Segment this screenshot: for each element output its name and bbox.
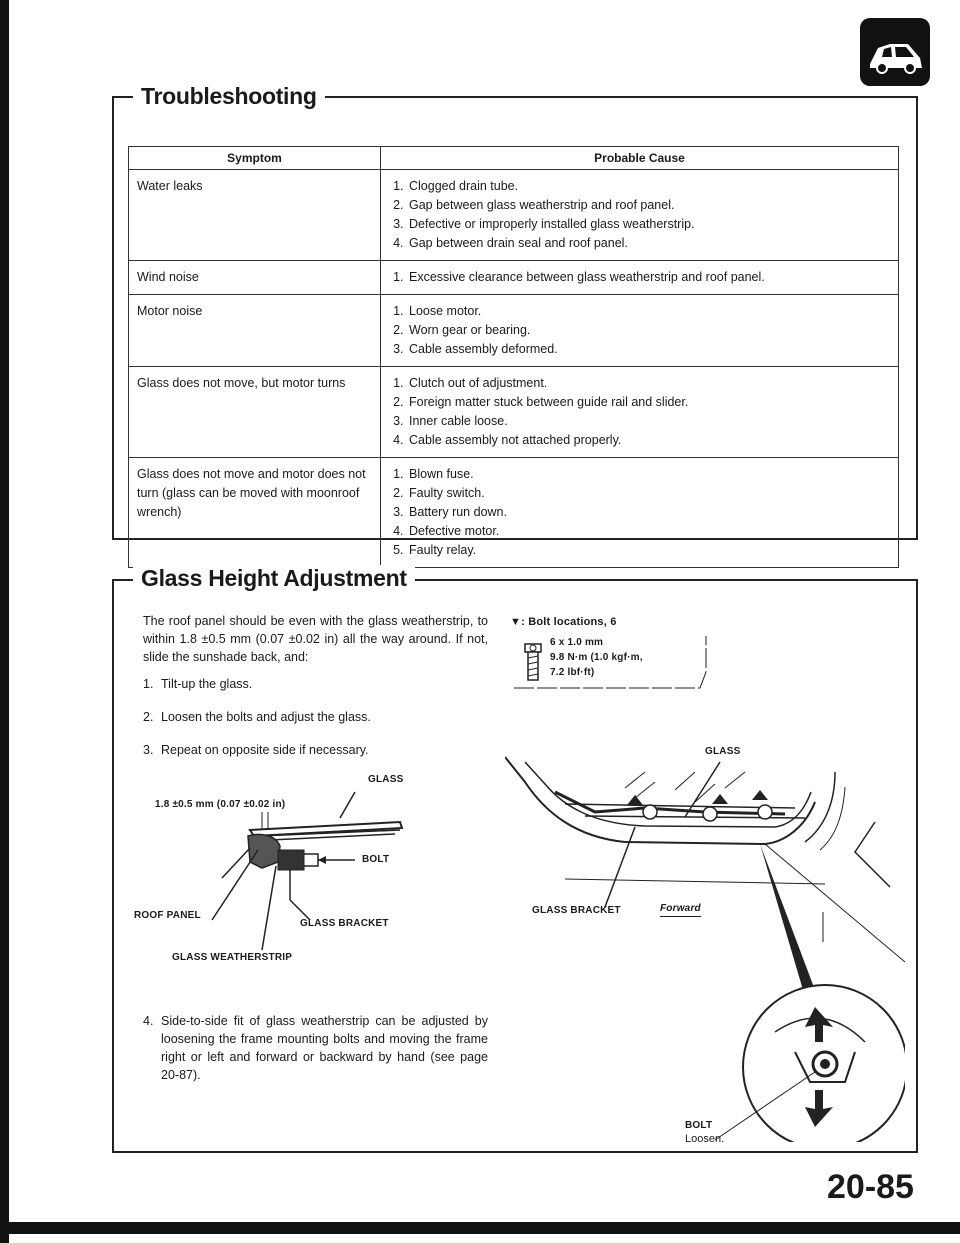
cause-item: 4. Defective motor. bbox=[407, 522, 890, 541]
symptom-cell: Wind noise bbox=[129, 261, 381, 295]
glass-label: GLASS bbox=[705, 746, 741, 757]
cause-item: 2. Faulty switch. bbox=[407, 484, 890, 503]
roof-assembly-diagram bbox=[505, 612, 905, 1145]
roof-panel-label: ROOF PANEL bbox=[134, 910, 201, 921]
table-row bbox=[129, 170, 899, 261]
step-item bbox=[143, 743, 488, 757]
glass-weatherstrip-label: GLASS WEATHERSTRIP bbox=[172, 952, 293, 963]
table-row bbox=[129, 458, 899, 568]
cause-item: 3. Battery run down. bbox=[407, 503, 890, 522]
car-body-icon bbox=[860, 18, 930, 86]
cause-cell bbox=[381, 367, 899, 458]
steps-list bbox=[143, 677, 488, 776]
page-number: 20-85 bbox=[827, 1168, 914, 1206]
glass-bracket-label: GLASS BRACKET bbox=[300, 918, 389, 929]
symptom-cell: Glass does not move, but motor turns bbox=[129, 367, 381, 458]
symptom-header: Symptom bbox=[129, 147, 381, 170]
cause-cell bbox=[381, 261, 899, 295]
bolt-torque-spec-imperial: 7.2 lbf·ft) bbox=[550, 667, 595, 678]
roof-drawing bbox=[505, 612, 905, 1142]
bolt-size-spec: 6 x 1.0 mm bbox=[550, 637, 604, 648]
cause-item: 2. Gap between glass weatherstrip and roof panel. bbox=[407, 196, 890, 215]
cause-cell bbox=[381, 170, 899, 261]
forward-label: Forward bbox=[660, 903, 701, 917]
bolt-label: BOLT bbox=[362, 854, 390, 865]
glass-height-title: Glass Height Adjustment bbox=[133, 565, 415, 592]
symptom-cell: Water leaks bbox=[129, 170, 381, 261]
loosen-label: Loosen. bbox=[685, 1133, 725, 1145]
step-number: 1. bbox=[143, 677, 154, 691]
cause-item: 5. Faulty relay. bbox=[407, 541, 890, 560]
cause-item: 1. Excessive clearance between glass weatherstrip and roof panel. bbox=[407, 268, 890, 287]
cause-item: 2. Foreign matter stuck between guide rail and slider. bbox=[407, 393, 890, 412]
intro-paragraph: The roof panel should be even with the glass weatherstrip, to within 1.8 ±0.5 mm (0.07 ±0.02 in) all the way around. If not, slide the sunshade back, and: bbox=[143, 614, 488, 664]
cause-item: 2. Worn gear or bearing. bbox=[407, 321, 890, 340]
cause-item: 1. Blown fuse. bbox=[407, 465, 890, 484]
troubleshooting-title: Troubleshooting bbox=[133, 83, 325, 110]
cause-item: 1. Clogged drain tube. bbox=[407, 177, 890, 196]
weatherstrip-cross-section-diagram bbox=[134, 770, 450, 980]
step-item bbox=[143, 710, 488, 724]
symptom-cell: Motor noise bbox=[129, 295, 381, 367]
page-edge-left bbox=[0, 0, 9, 1243]
step-4 bbox=[143, 1012, 488, 1084]
measurement-label: 1.8 ±0.5 mm (0.07 ±0.02 in) bbox=[155, 799, 286, 810]
step-item bbox=[143, 677, 488, 691]
bolt-locations-label: ▼: Bolt locations, 6 bbox=[510, 616, 617, 628]
glass-label: GLASS bbox=[368, 774, 404, 785]
step-text: Side-to-side fit of glass weatherstrip can be adjusted by loosening the frame mounting bolts and moving the frame right or left and forward or backward by hand (see page 20-87). bbox=[161, 1014, 488, 1082]
step-number: 2. bbox=[143, 710, 154, 724]
cause-item: 3. Inner cable loose. bbox=[407, 412, 890, 431]
cause-item: 4. Cable assembly not attached properly. bbox=[407, 431, 890, 450]
page-edge-bottom bbox=[0, 1222, 960, 1234]
table-row bbox=[129, 261, 899, 295]
cause-cell bbox=[381, 295, 899, 367]
cause-item: 3. Defective or improperly installed glass weatherstrip. bbox=[407, 215, 890, 234]
cause-item: 3. Cable assembly deformed. bbox=[407, 340, 890, 359]
step-number: 4. bbox=[143, 1014, 154, 1028]
bolt-label: BOLT bbox=[685, 1120, 713, 1131]
step-text: Tilt-up the glass. bbox=[161, 677, 253, 691]
table-row bbox=[129, 367, 899, 458]
table-row bbox=[129, 295, 899, 367]
step-number: 3. bbox=[143, 743, 154, 757]
step-text: Loosen the bolts and adjust the glass. bbox=[161, 710, 371, 724]
cause-item: 1. Clutch out of adjustment. bbox=[407, 374, 890, 393]
cause-header: Probable Cause bbox=[381, 147, 899, 170]
symptom-cell: Glass does not move and motor does not turn (glass can be moved with moonroof wrench) bbox=[129, 458, 381, 568]
glass-bracket-label: GLASS BRACKET bbox=[532, 905, 621, 916]
cause-cell bbox=[381, 458, 899, 568]
step-text: Repeat on opposite side if necessary. bbox=[161, 743, 369, 757]
bolt-torque-spec: 9.8 N·m (1.0 kgf·m, bbox=[550, 652, 643, 663]
cause-item: 1. Loose motor. bbox=[407, 302, 890, 321]
cause-item: 4. Gap between drain seal and roof panel. bbox=[407, 234, 890, 253]
troubleshooting-table bbox=[128, 146, 899, 568]
